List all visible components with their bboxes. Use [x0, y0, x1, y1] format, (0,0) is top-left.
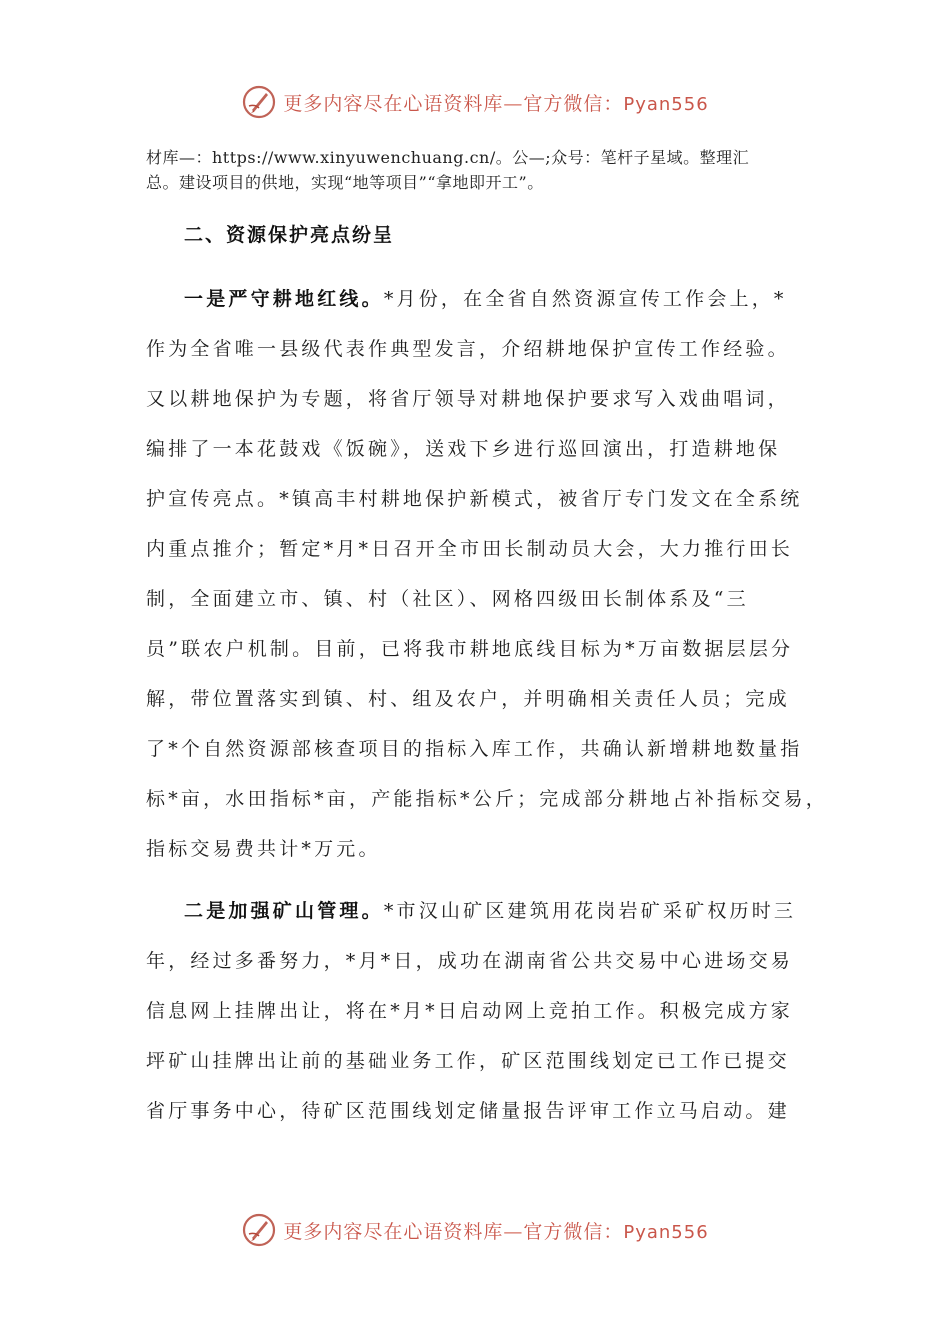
banner-text — [283, 89, 708, 116]
para2-first-line — [184, 896, 796, 923]
para2-line: 信息网上挂牌出让，将在*月*日启动网上竞拍工作。积极完成方家 — [146, 1000, 794, 1022]
para1-line: 了*个自然资源部核查项目的指标入库工作，共确认新增耕地数量指 — [146, 738, 803, 760]
para1-line: 员”联农户机制。目前，已将我市耕地底线目标为*万亩数据层层分 — [146, 638, 794, 660]
banner-wechat-id: Pyan556 — [623, 1221, 709, 1243]
section-heading: 二、资源保护亮点纷呈 — [184, 224, 395, 246]
para1-first-line — [184, 284, 787, 311]
banner-text-cn: 更多内容尽在心语资料库 — [283, 1220, 504, 1243]
para1-line: 作为全省唯一县级代表作典型发言，介绍耕地保护宣传工作经验。 — [146, 338, 790, 360]
intro-line-1: 材库—：https://www.xinyuwenchuang.cn/。公—;众号：笔杆子星域。整理汇 — [146, 148, 750, 167]
para2-line1-rest: *市汉山矿区建筑用花岗岩矿采矿权历时三 — [383, 900, 797, 922]
para1-line1-rest: *月份，在全省自然资源宣传工作会上，* — [383, 288, 787, 310]
banner-text — [283, 1217, 708, 1244]
para1-line: 解，带位置落实到镇、村、组及农户，并明确相关责任人员；完成 — [146, 688, 790, 710]
quill-logo-icon — [241, 84, 277, 120]
header-banner — [0, 82, 950, 122]
quill-logo-icon — [241, 1212, 277, 1248]
para1-line: 护宣传亮点。*镇高丰村耕地保护新模式，被省厅专门发文在全系统 — [146, 488, 803, 510]
para1-line: 制，全面建立市、镇、村（社区）、网格四级田长制体系及“三 — [146, 588, 749, 610]
para1-line: 编排了一本花鼓戏《饭碗》，送戏下乡进行巡回演出，打造耕地保 — [146, 438, 781, 460]
para2-lead: 二是加强矿山管理。 — [184, 900, 384, 922]
banner-wechat-label: 官方微信： — [523, 1220, 624, 1243]
para1-line: 又以耕地保护为专题，将省厅领导对耕地保护要求写入戏曲唱词， — [146, 388, 790, 410]
banner-separator: — — [503, 92, 524, 115]
para2-line: 省厅事务中心，待矿区范围线划定储量报告评审工作立马启动。建 — [146, 1100, 790, 1122]
banner-wechat-label: 官方微信： — [523, 92, 624, 115]
banner-separator: — — [503, 1220, 524, 1243]
intro-line-2: 总。建设项目的供地，实现“地等项目”“拿地即开工”。 — [146, 173, 544, 192]
banner-wechat-id: Pyan556 — [623, 93, 709, 115]
para1-lead: 一是严守耕地红线。 — [184, 288, 384, 310]
footer-banner — [0, 1210, 950, 1250]
para2-line: 坪矿山挂牌出让前的基础业务工作，矿区范围线划定已工作已提交 — [146, 1050, 790, 1072]
para2-line: 年，经过多番努力，*月*日，成功在湖南省公共交易中心进场交易 — [146, 950, 794, 972]
banner-text-cn: 更多内容尽在心语资料库 — [283, 92, 504, 115]
para1-line: 标*亩，水田指标*亩，产能指标*公斤；完成部分耕地占补指标交易， — [146, 788, 828, 810]
para1-line: 指标交易费共计*万元。 — [146, 838, 381, 860]
para1-line: 内重点推介；暂定*月*日召开全市田长制动员大会，大力推行田长 — [146, 538, 794, 560]
